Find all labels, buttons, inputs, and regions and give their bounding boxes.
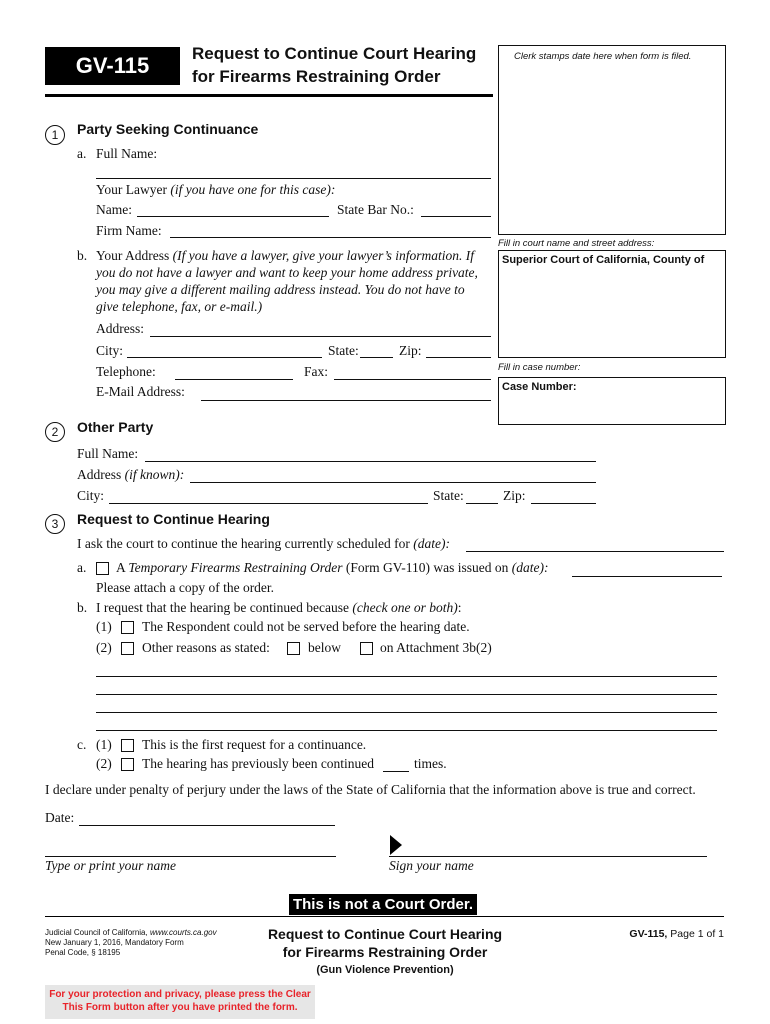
lawyer-name-field[interactable] bbox=[137, 216, 329, 217]
footer-title-line1: Request to Continue Court Hearing bbox=[267, 926, 503, 942]
your-address-hint-3: you may give a different mailing address instead. You do not have to bbox=[96, 282, 465, 297]
privacy-line-1: For your protection and privacy, please press the Clear bbox=[49, 989, 311, 1000]
hearing-date-field[interactable] bbox=[466, 551, 724, 552]
continued-times-label: times. bbox=[414, 756, 447, 771]
other-reasons-label: Other reasons as stated: bbox=[142, 640, 270, 655]
section-3-title: Request to Continue Hearing bbox=[77, 511, 270, 527]
continued-times-field[interactable] bbox=[383, 771, 409, 772]
council-line bbox=[45, 928, 217, 937]
council-text: Judicial Council of California, bbox=[45, 928, 150, 937]
signature-field[interactable] bbox=[389, 856, 707, 857]
tfro-issued-checkbox[interactable] bbox=[96, 562, 109, 575]
reasons-attachment-label: on Attachment 3b(2) bbox=[380, 640, 492, 655]
firm-name-field[interactable] bbox=[170, 237, 491, 238]
your-address-label bbox=[96, 248, 474, 264]
other-state-field[interactable] bbox=[466, 503, 498, 504]
item-3b-letter: b. bbox=[77, 600, 88, 615]
zip-field[interactable] bbox=[426, 357, 491, 358]
continuance-reason-label bbox=[96, 600, 462, 616]
clear-form-privacy-notice[interactable] bbox=[45, 985, 315, 1019]
reason-2-number: (2) bbox=[96, 640, 112, 655]
item-3a-letter: a. bbox=[77, 560, 87, 575]
declaration-date-field[interactable] bbox=[79, 825, 335, 826]
other-full-name-field[interactable] bbox=[145, 461, 596, 462]
lawyer-label bbox=[96, 182, 335, 198]
continuance-reason-colon: : bbox=[457, 600, 462, 615]
form-title-line2: for Firearms Restraining Order bbox=[192, 67, 441, 86]
other-address-field[interactable] bbox=[190, 482, 596, 483]
other-address-label bbox=[77, 467, 184, 483]
hearing-date-hint: (date): bbox=[413, 536, 450, 551]
section-2-title: Other Party bbox=[77, 419, 154, 435]
form-code-badge: GV-115 bbox=[45, 47, 180, 85]
typed-name-caption: Type or print your name bbox=[45, 858, 176, 873]
full-name-field[interactable] bbox=[96, 178, 491, 179]
email-field[interactable] bbox=[201, 400, 491, 401]
lawyer-label-text: Your Lawyer bbox=[96, 182, 171, 197]
page-form-code: GV-115, bbox=[629, 928, 668, 940]
first-request-label: This is the first request for a continuance. bbox=[142, 737, 367, 752]
signature-arrow-icon bbox=[390, 835, 402, 855]
signature-caption: Sign your name bbox=[389, 858, 474, 873]
case-number-label: Case Number: bbox=[502, 381, 577, 393]
reasons-below-checkbox[interactable] bbox=[287, 642, 300, 655]
other-address-text: Address bbox=[77, 467, 125, 482]
city-field[interactable] bbox=[127, 357, 322, 358]
address-label: Address: bbox=[96, 321, 144, 336]
section-1-title: Party Seeking Continuance bbox=[77, 121, 259, 137]
tfro-date-field[interactable] bbox=[572, 576, 722, 577]
reason-1-number: (1) bbox=[96, 619, 112, 634]
your-address-hint-4: give telephone, fax, or e-mail.) bbox=[96, 299, 263, 314]
fax-label: Fax: bbox=[304, 364, 329, 379]
reasons-line-1[interactable] bbox=[96, 676, 717, 677]
case-number-hint: Fill in case number: bbox=[498, 362, 581, 373]
tfro-date-hint: (date): bbox=[511, 560, 549, 575]
reasons-line-2[interactable] bbox=[96, 694, 717, 695]
tfro-text-1: A bbox=[116, 560, 129, 575]
zip-label: Zip: bbox=[399, 343, 422, 358]
form-title-line1: Request to Continue Court Hearing bbox=[192, 44, 477, 63]
prior-2-number: (2) bbox=[96, 756, 112, 771]
form-revision-date: New January 1, 2016, Mandatory Form bbox=[45, 938, 184, 947]
continuance-reason-text: I request that the hearing be continued because bbox=[96, 600, 353, 615]
not-court-order-banner: This is not a Court Order. bbox=[289, 894, 477, 915]
other-zip-field[interactable] bbox=[531, 503, 596, 504]
telephone-field[interactable] bbox=[175, 379, 293, 380]
address-field[interactable] bbox=[150, 336, 491, 337]
prior-1-number: (1) bbox=[96, 737, 112, 752]
footer-title-line2: for Firearms Restraining Order bbox=[282, 944, 488, 960]
state-bar-label: State Bar No.: bbox=[337, 202, 414, 217]
other-city-field[interactable] bbox=[109, 503, 428, 504]
other-zip-label: Zip: bbox=[503, 488, 526, 503]
council-url: www.courts.ca.gov bbox=[149, 928, 217, 937]
continuance-reason-hint: (check one or both) bbox=[352, 600, 458, 615]
not-served-checkbox[interactable] bbox=[121, 621, 134, 634]
lawyer-name-label: Name: bbox=[96, 202, 132, 217]
item-1a-letter: a. bbox=[77, 146, 87, 161]
clerk-stamp-note: Clerk stamps date here when form is filed. bbox=[514, 51, 692, 62]
email-label: E-Mail Address: bbox=[96, 384, 185, 399]
item-3c-letter: c. bbox=[77, 737, 87, 752]
hearing-date-text: I ask the court to continue the hearing currently scheduled for bbox=[77, 536, 414, 551]
hearing-date-label bbox=[77, 536, 450, 552]
section-3-number: 3 bbox=[45, 514, 65, 534]
declaration-date-label: Date: bbox=[45, 810, 75, 825]
court-name-box[interactable] bbox=[498, 250, 726, 358]
fax-field[interactable] bbox=[334, 379, 491, 380]
footer-subtitle: (Gun Violence Prevention) bbox=[316, 964, 454, 976]
court-name-hint: Fill in court name and street address: bbox=[498, 238, 655, 249]
tfro-text-italic: Temporary Firearms Restraining Order bbox=[128, 560, 343, 575]
typed-name-field[interactable] bbox=[45, 856, 336, 857]
page-indicator bbox=[620, 928, 724, 940]
other-city-label: City: bbox=[77, 488, 105, 503]
city-label: City: bbox=[96, 343, 124, 358]
other-state-label: State: bbox=[433, 488, 464, 503]
page-number: Page 1 of 1 bbox=[667, 928, 724, 940]
firm-name-label: Firm Name: bbox=[96, 223, 162, 238]
court-name-label: Superior Court of California, County of bbox=[502, 254, 705, 266]
lawyer-label-hint: (if you have one for this case): bbox=[170, 182, 336, 197]
your-address-text: Your Address bbox=[96, 248, 173, 263]
state-field[interactable] bbox=[360, 357, 393, 358]
full-name-label: Full Name: bbox=[96, 146, 158, 161]
header-rule bbox=[45, 94, 493, 97]
section-1-number: 1 bbox=[45, 125, 65, 145]
other-reasons-checkbox[interactable] bbox=[121, 642, 134, 655]
first-request-checkbox[interactable] bbox=[121, 739, 134, 752]
your-address-hint-1: (If you have a lawyer, give your lawyer’s information. If bbox=[172, 248, 474, 263]
reasons-below-label: below bbox=[308, 640, 341, 655]
item-1b-letter: b. bbox=[77, 248, 88, 263]
tfro-issued-label bbox=[116, 560, 549, 576]
not-served-label: The Respondent could not be served before the hearing date. bbox=[142, 619, 470, 634]
reasons-attachment-checkbox[interactable] bbox=[360, 642, 373, 655]
other-address-hint: (if known): bbox=[124, 467, 185, 482]
section-2-number: 2 bbox=[45, 422, 65, 442]
state-bar-field[interactable] bbox=[421, 216, 491, 217]
reasons-line-3[interactable] bbox=[96, 712, 717, 713]
state-label: State: bbox=[328, 343, 359, 358]
tfro-text-2: (Form GV-110) was issued on bbox=[342, 560, 512, 575]
previously-continued-label: The hearing has previously been continued bbox=[142, 756, 375, 771]
previously-continued-checkbox[interactable] bbox=[121, 758, 134, 771]
attach-order-note: Please attach a copy of the order. bbox=[96, 580, 275, 595]
declaration-text: I declare under penalty of perjury under the laws of the State of California that the information above is true and correct. bbox=[45, 782, 696, 797]
other-full-name-label: Full Name: bbox=[77, 446, 139, 461]
penal-code-ref: Penal Code, § 18195 bbox=[45, 948, 121, 957]
telephone-label: Telephone: bbox=[96, 364, 156, 379]
privacy-line-2: This Form button after you have printed the form. bbox=[62, 1002, 298, 1013]
your-address-hint-2: you do not have a lawyer and want to keep your home address private, bbox=[96, 265, 478, 280]
footer-rule bbox=[45, 916, 724, 917]
reasons-line-4[interactable] bbox=[96, 730, 717, 731]
clerk-stamp-box bbox=[498, 45, 726, 235]
